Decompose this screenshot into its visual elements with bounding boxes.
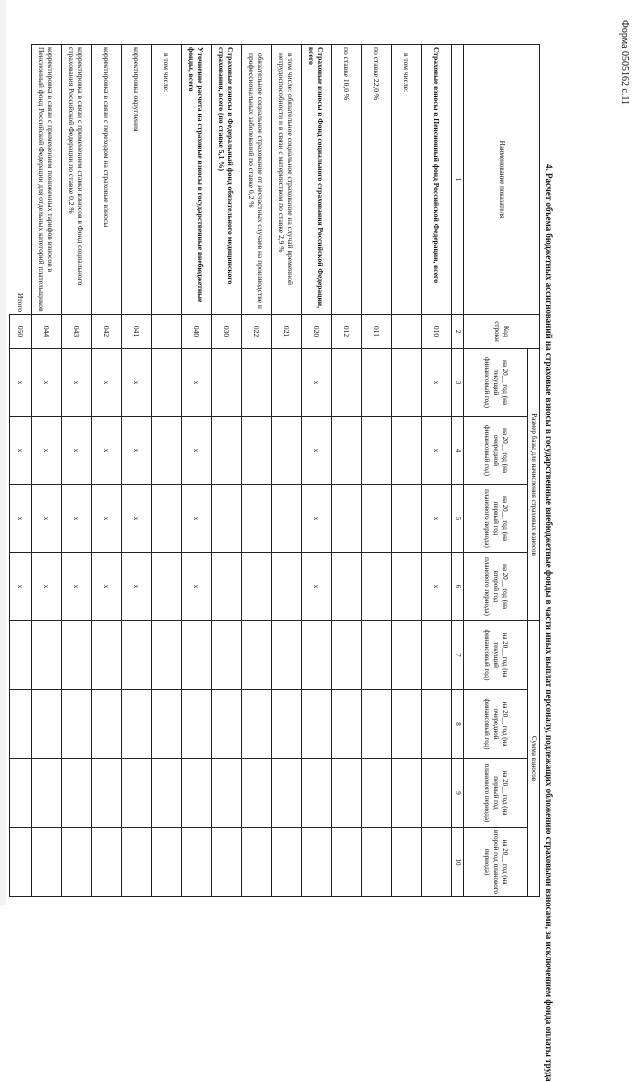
base-cell: x: [422, 553, 452, 621]
sum-cell: [62, 759, 92, 828]
row-code: 044: [32, 315, 62, 349]
sum-cell: [212, 621, 242, 690]
row-name: по ставке 10,0 %: [332, 45, 362, 315]
base-cell: x: [92, 417, 122, 485]
base-cell: [212, 349, 242, 417]
base-cell: [212, 553, 242, 621]
table-row: [302, 45, 332, 897]
row-name: корректировка округления: [122, 45, 152, 315]
sum-cell: [122, 828, 152, 897]
sum-cell: [32, 759, 62, 828]
sum-cell: [122, 621, 152, 690]
column-number: 9: [452, 759, 464, 828]
sum-cell: [122, 759, 152, 828]
contributions-table: [9, 44, 540, 897]
column-number: 7: [452, 621, 464, 690]
header-period: на 20__ год (на очередной финансовый год): [464, 690, 528, 759]
sum-cell: [92, 690, 122, 759]
total-base-cell: x: [10, 349, 32, 417]
base-cell: x: [422, 349, 452, 417]
column-number: 10: [452, 828, 464, 897]
base-cell: x: [92, 485, 122, 553]
column-number: 1: [452, 45, 464, 315]
sum-cell: [32, 621, 62, 690]
sum-cell: [242, 759, 272, 828]
row-code: 040: [182, 315, 212, 349]
sum-cell: [32, 690, 62, 759]
row-name: корректировка в связи с применением пониженных тарифов взносов в Пенсионный фонд Российской Федерации для отдельных категорий плательщиков: [32, 45, 62, 315]
base-cell: x: [122, 485, 152, 553]
base-cell: x: [92, 349, 122, 417]
sum-cell: [422, 621, 452, 690]
base-cell: [362, 553, 392, 621]
sum-cell: [422, 759, 452, 828]
base-cell: x: [122, 553, 152, 621]
total-label: Итого: [15, 293, 25, 312]
table-row: [62, 45, 92, 897]
sum-cell: [122, 690, 152, 759]
table-body: [10, 45, 452, 897]
base-cell: x: [302, 349, 332, 417]
base-cell: x: [422, 417, 452, 485]
sum-cell: [32, 828, 62, 897]
sum-cell: [152, 759, 182, 828]
sum-cell: [182, 828, 212, 897]
total-row: [10, 45, 32, 897]
table-row: [332, 45, 362, 897]
sum-cell: [212, 759, 242, 828]
table-row: [422, 45, 452, 897]
column-number: 2: [452, 315, 464, 349]
table-row: [182, 45, 212, 897]
base-cell: x: [122, 349, 152, 417]
column-number: 4: [452, 417, 464, 485]
base-cell: x: [302, 485, 332, 553]
sum-cell: [332, 828, 362, 897]
row-name: обязательное социальное страхование от несчастных случаев на производстве и профессиональных заболеваний по ставке 0,2 %: [242, 45, 272, 315]
sum-cell: [302, 759, 332, 828]
header-group-sum: Сумма взносов: [528, 621, 540, 897]
row-name: по ставке 22,0 %: [362, 45, 392, 315]
sum-cell: [212, 690, 242, 759]
sum-cell: [392, 759, 422, 828]
row-code: 011: [362, 315, 392, 349]
base-cell: [152, 417, 182, 485]
base-cell: x: [62, 553, 92, 621]
sum-cell: [272, 621, 302, 690]
table-row: [272, 45, 302, 897]
sum-cell: [332, 690, 362, 759]
row-name: корректировка в связи с переходом на страховые взносы: [92, 45, 122, 315]
base-cell: x: [182, 417, 212, 485]
header-period: на 20__ год (на второй год планового периода): [464, 828, 528, 897]
table-row: [392, 45, 422, 897]
row-name: Уточнение расчета на страховые взносы в государственные внебюджетные фонды, всего: [182, 45, 212, 315]
base-cell: x: [32, 553, 62, 621]
base-cell: x: [32, 349, 62, 417]
sum-cell: [62, 828, 92, 897]
row-code: 043: [62, 315, 92, 349]
header-period: на 20__ год (на текущий финансовый год): [464, 349, 528, 417]
sum-cell: [62, 621, 92, 690]
sum-cell: [392, 621, 422, 690]
total-sum-cell: [10, 690, 32, 759]
row-code: 012: [332, 315, 362, 349]
base-cell: [152, 485, 182, 553]
base-cell: x: [182, 553, 212, 621]
base-cell: [272, 349, 302, 417]
column-number: 8: [452, 690, 464, 759]
sum-cell: [92, 621, 122, 690]
total-base-cell: x: [10, 485, 32, 553]
base-cell: x: [32, 417, 62, 485]
base-cell: [362, 349, 392, 417]
row-name: в том числе:: [392, 45, 422, 315]
base-cell: x: [422, 485, 452, 553]
form-code: Форма 0505162 с.11: [619, 20, 630, 106]
base-cell: [152, 349, 182, 417]
sum-cell: [392, 690, 422, 759]
base-cell: x: [302, 417, 332, 485]
base-cell: x: [92, 553, 122, 621]
base-cell: x: [302, 553, 332, 621]
row-name: корректировка в связи с применением ставки взносов в Фонд социального страхования Российской Федерации по ставке 0,2 %: [62, 45, 92, 315]
base-cell: [152, 553, 182, 621]
sum-cell: [362, 828, 392, 897]
sum-cell: [182, 759, 212, 828]
total-code: 050: [10, 315, 32, 349]
row-name: Страховые взносы в Пенсионный фонд Российской Федерации, всего: [422, 45, 452, 315]
total-sum-cell: [10, 621, 32, 690]
base-cell: x: [182, 349, 212, 417]
table-row: [362, 45, 392, 897]
row-code: 022: [242, 315, 272, 349]
sum-cell: [152, 621, 182, 690]
column-number: 6: [452, 553, 464, 621]
sum-cell: [362, 621, 392, 690]
row-code: 020: [302, 315, 332, 349]
base-cell: [392, 349, 422, 417]
base-cell: [332, 553, 362, 621]
sum-cell: [182, 690, 212, 759]
row-code: 041: [122, 315, 152, 349]
base-cell: [242, 349, 272, 417]
total-base-cell: x: [10, 417, 32, 485]
base-cell: [212, 417, 242, 485]
sum-cell: [152, 690, 182, 759]
base-cell: x: [32, 485, 62, 553]
row-name: в том числе:: [152, 45, 182, 315]
sum-cell: [182, 621, 212, 690]
row-code: 030: [212, 315, 242, 349]
column-number: 3: [452, 349, 464, 417]
base-cell: [332, 417, 362, 485]
total-sum-cell: [10, 759, 32, 828]
row-code: 010: [422, 315, 452, 349]
row-code: 042: [92, 315, 122, 349]
sum-cell: [242, 621, 272, 690]
header-period: на 20__ год (на второй год планового периода): [464, 553, 528, 621]
base-cell: [392, 417, 422, 485]
sum-cell: [422, 690, 452, 759]
row-code: [152, 315, 182, 349]
table-row: [32, 45, 62, 897]
sum-cell: [302, 690, 332, 759]
sum-cell: [392, 828, 422, 897]
row-code: 021: [272, 315, 302, 349]
base-cell: [272, 553, 302, 621]
sum-cell: [362, 690, 392, 759]
base-cell: [242, 485, 272, 553]
base-cell: [332, 349, 362, 417]
sum-cell: [242, 828, 272, 897]
header-code-col: Код строки: [464, 315, 540, 349]
base-cell: x: [62, 349, 92, 417]
header-name-col: Наименование показателя: [464, 45, 540, 315]
row-name: Страховые взносы в Федеральный фонд обязательного медицинского страхования, всего (по ставке 5,1 %): [212, 45, 242, 315]
base-cell: [332, 485, 362, 553]
sum-cell: [272, 690, 302, 759]
sum-cell: [362, 759, 392, 828]
sum-cell: [212, 828, 242, 897]
base-cell: x: [182, 485, 212, 553]
section-caption: 4. Расчет объема бюджетных ассигнований на страховые взносы в государственные внебюджетные фонды в части иных выплат персоналу, подлежащих обложению страховыми взносами, за исключением фонда оплаты труда: [544, 164, 554, 1082]
total-sum-cell: [10, 828, 32, 897]
sum-cell: [62, 690, 92, 759]
sum-cell: [302, 828, 332, 897]
total-base-cell: x: [10, 553, 32, 621]
header-period: на 20__ год (на первый год планового периода): [464, 759, 528, 828]
sum-cell: [272, 828, 302, 897]
base-cell: [212, 485, 242, 553]
header-period: на 20__ год (на текущий финансовый год): [464, 621, 528, 690]
sum-cell: [422, 828, 452, 897]
sum-cell: [242, 690, 272, 759]
base-cell: x: [62, 417, 92, 485]
base-cell: [272, 485, 302, 553]
row-name: Страховые взносы в Фонд социального страхования Российской Федерации, всего: [302, 45, 332, 315]
base-cell: [392, 485, 422, 553]
sum-cell: [92, 759, 122, 828]
base-cell: [392, 553, 422, 621]
table-row: [122, 45, 152, 897]
base-cell: [272, 417, 302, 485]
base-cell: [362, 485, 392, 553]
sum-cell: [152, 828, 182, 897]
base-cell: x: [122, 417, 152, 485]
column-number: 5: [452, 485, 464, 553]
table-row: [152, 45, 182, 897]
base-cell: [242, 553, 272, 621]
table-row: [242, 45, 272, 897]
table-row: [92, 45, 122, 897]
base-cell: [362, 417, 392, 485]
row-name: в том числе: обязательное социальное страхование на случай временной нетрудоспособности и в связи с материнством по ставке 2,9 %: [272, 45, 302, 315]
base-cell: [242, 417, 272, 485]
row-code: [392, 315, 422, 349]
sum-cell: [92, 828, 122, 897]
header-group-base: Размер базы для начисления страховых взносов: [528, 349, 540, 621]
sum-cell: [332, 621, 362, 690]
sum-cell: [332, 759, 362, 828]
table-row: [212, 45, 242, 897]
base-cell: x: [62, 485, 92, 553]
header-period: на 20__ год (на первый год планового периода): [464, 485, 528, 553]
sum-cell: [302, 621, 332, 690]
header-period: на 20__ год (на очередной финансовый год): [464, 417, 528, 485]
sum-cell: [272, 759, 302, 828]
